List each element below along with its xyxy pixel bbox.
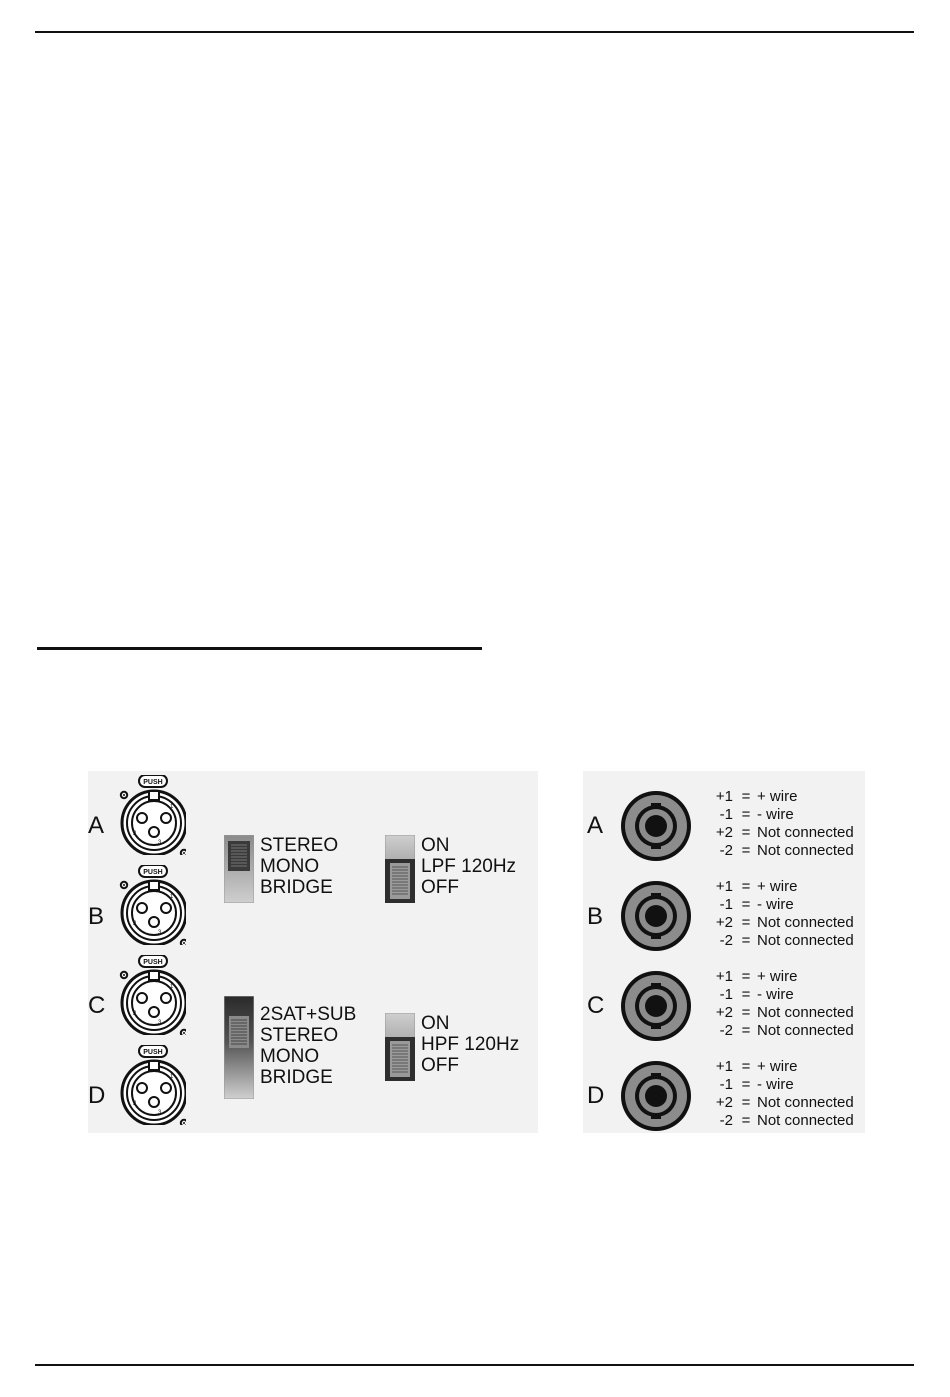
- pin-eq: =: [741, 1076, 751, 1093]
- pin-desc: + wire: [757, 968, 798, 985]
- pin-id: -1: [719, 806, 733, 823]
- xlr-pin-number: 2: [133, 831, 137, 837]
- pin-desc: - wire: [757, 986, 794, 1003]
- pin-eq: =: [741, 1022, 751, 1039]
- pin-eq: =: [741, 932, 751, 949]
- output-panel: [583, 771, 865, 1133]
- xlr-pin-number: 3: [158, 1110, 162, 1116]
- pin-id: -2: [719, 932, 733, 949]
- pin-row: [705, 986, 854, 1004]
- input-label-d: D: [88, 1082, 106, 1109]
- pin-id: -1: [719, 1076, 733, 1093]
- xlr-input-d-icon[interactable]: [118, 1045, 186, 1125]
- xlr-pin-number: 1: [170, 894, 174, 900]
- pin-row: [705, 914, 854, 932]
- output-label-c: C: [587, 992, 605, 1019]
- pin-row: [705, 842, 854, 860]
- pin-row: [705, 1112, 854, 1130]
- option-hpf: HPF 120Hz: [421, 1034, 520, 1055]
- xlr-input-b-icon[interactable]: [118, 865, 186, 945]
- pin-desc: - wire: [757, 806, 794, 823]
- mode-switch-cd-labels: [260, 1004, 356, 1088]
- hpf-switch-icon[interactable]: [385, 1013, 415, 1081]
- pin-desc: + wire: [757, 878, 798, 895]
- output-label-a: A: [587, 812, 604, 839]
- push-label: PUSH: [143, 959, 163, 966]
- pin-desc: Not connected: [757, 1022, 854, 1039]
- pin-eq: =: [741, 1112, 751, 1129]
- top-rule: [35, 31, 914, 33]
- pin-row: [705, 1004, 854, 1022]
- pin-id: +1: [715, 968, 733, 985]
- pin-desc: Not connected: [757, 914, 854, 931]
- pin-eq: =: [741, 1058, 751, 1075]
- input-label-c: C: [88, 992, 106, 1019]
- mode-switch-ab-icon[interactable]: [224, 835, 254, 903]
- pin-id: +2: [715, 914, 733, 931]
- speakon-output-d-icon[interactable]: [619, 1059, 693, 1133]
- xlr-pin-number: 1: [170, 804, 174, 810]
- pin-eq: =: [741, 986, 751, 1003]
- pin-desc: Not connected: [757, 1094, 854, 1111]
- pin-desc: Not connected: [757, 842, 854, 859]
- pin-row: [705, 824, 854, 842]
- option-lpf: LPF 120Hz: [421, 856, 517, 877]
- input-label-a: A: [88, 812, 105, 839]
- xlr-input-c-icon[interactable]: [118, 955, 186, 1035]
- pinmap-d: [705, 1058, 854, 1130]
- pin-id: -1: [719, 896, 733, 913]
- pin-eq: =: [741, 914, 751, 931]
- pin-desc: Not connected: [757, 1004, 854, 1021]
- pin-eq: =: [741, 1094, 751, 1111]
- xlr-pin-number: 2: [133, 921, 137, 927]
- pin-eq: =: [741, 878, 751, 895]
- pin-id: +2: [715, 1094, 733, 1111]
- option-stereo: STEREO: [260, 1025, 339, 1046]
- pin-id: -2: [719, 842, 733, 859]
- mode-switch-cd-icon[interactable]: [224, 996, 254, 1099]
- pin-row: [705, 1076, 854, 1094]
- pin-desc: Not connected: [757, 932, 854, 949]
- lpf-switch-icon[interactable]: [385, 835, 415, 903]
- pin-row: [705, 788, 854, 806]
- output-label-d: D: [587, 1082, 605, 1109]
- hpf-switch-labels: [421, 1013, 519, 1076]
- option-on: ON: [421, 835, 450, 856]
- pin-id: -2: [719, 1022, 733, 1039]
- pin-row: [705, 932, 854, 950]
- option-on: ON: [421, 1013, 450, 1034]
- option-2sat-sub: 2SAT+SUB: [260, 1004, 357, 1025]
- pin-row: [705, 1058, 854, 1076]
- pin-desc: Not connected: [757, 1112, 854, 1129]
- xlr-pin-number: 1: [170, 1074, 174, 1080]
- pin-row: [705, 896, 854, 914]
- pin-desc: Not connected: [757, 824, 854, 841]
- pin-row: [705, 806, 854, 824]
- option-off: OFF: [421, 877, 459, 898]
- option-bridge: BRIDGE: [260, 877, 333, 898]
- xlr-pin-number: 3: [158, 1020, 162, 1026]
- pin-id: +2: [715, 824, 733, 841]
- pin-eq: =: [741, 968, 751, 985]
- output-label-b: B: [587, 903, 604, 930]
- push-label: PUSH: [143, 1049, 163, 1056]
- speakon-output-c-icon[interactable]: [619, 969, 693, 1043]
- input-switch-panel: [88, 771, 538, 1133]
- push-label: PUSH: [143, 869, 163, 876]
- pin-id: +1: [715, 788, 733, 805]
- speakon-output-a-icon[interactable]: [619, 789, 693, 863]
- pin-id: -1: [719, 986, 733, 1003]
- xlr-pin-number: 2: [133, 1101, 137, 1107]
- xlr-pin-number: 1: [170, 984, 174, 990]
- xlr-pin-number: 3: [158, 840, 162, 846]
- pin-eq: =: [741, 824, 751, 841]
- pin-desc: - wire: [757, 1076, 794, 1093]
- pinmap-c: [705, 968, 854, 1040]
- option-stereo: STEREO: [260, 835, 339, 856]
- pin-row: [705, 1094, 854, 1112]
- input-label-b: B: [88, 903, 105, 930]
- speakon-output-b-icon[interactable]: [619, 879, 693, 953]
- lpf-switch-labels: [421, 835, 516, 898]
- pin-id: +2: [715, 1004, 733, 1021]
- pin-desc: - wire: [757, 896, 794, 913]
- pin-eq: =: [741, 788, 751, 805]
- pinmap-a: [705, 788, 854, 860]
- push-label: PUSH: [143, 779, 163, 786]
- pin-eq: =: [741, 896, 751, 913]
- pin-desc: + wire: [757, 788, 798, 805]
- section-heading-underline: [37, 647, 482, 650]
- xlr-input-a-icon[interactable]: [118, 775, 186, 855]
- pin-id: +1: [715, 1058, 733, 1075]
- pin-row: [705, 968, 854, 986]
- pin-eq: =: [741, 842, 751, 859]
- xlr-pin-number: 3: [158, 930, 162, 936]
- mode-switch-ab-labels: [260, 835, 338, 898]
- option-off: OFF: [421, 1055, 459, 1076]
- pin-id: +1: [715, 878, 733, 895]
- option-mono: MONO: [260, 1046, 320, 1067]
- pin-eq: =: [741, 1004, 751, 1021]
- pin-eq: =: [741, 806, 751, 823]
- option-bridge: BRIDGE: [260, 1067, 333, 1088]
- xlr-pin-number: 2: [133, 1011, 137, 1017]
- pin-id: -2: [719, 1112, 733, 1129]
- pin-row: [705, 878, 854, 896]
- pinmap-b: [705, 878, 854, 950]
- bottom-rule: [35, 1364, 914, 1366]
- pin-desc: + wire: [757, 1058, 798, 1075]
- pin-row: [705, 1022, 854, 1040]
- option-mono: MONO: [260, 856, 320, 877]
